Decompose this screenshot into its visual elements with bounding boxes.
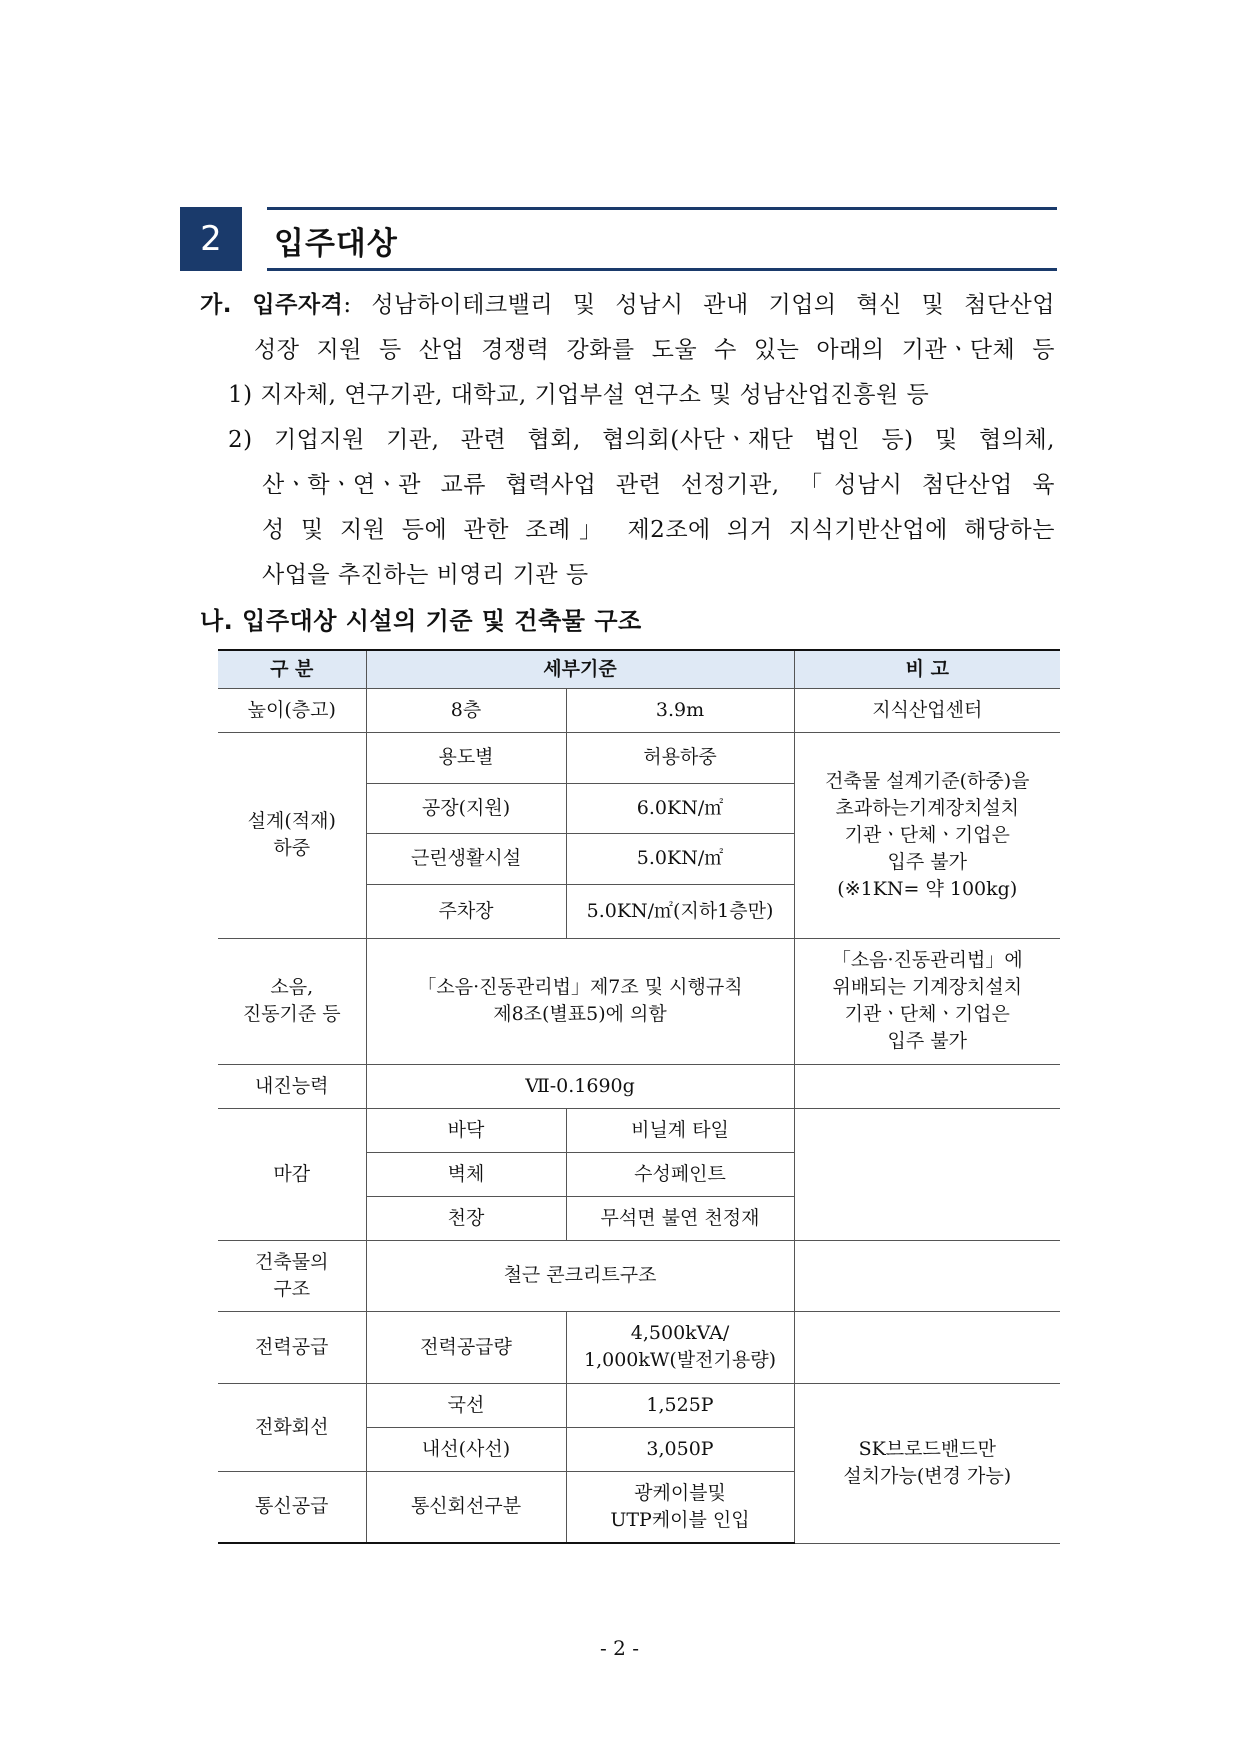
table-row <box>218 1311 1060 1383</box>
structure-value: 철근 콘크리트구조 <box>366 1240 794 1311</box>
load-row-name: 용도별 <box>366 732 566 783</box>
load-note-line: 건축물 설계기준(하중)을 <box>825 769 1030 792</box>
load-row-name: 근린생활시설 <box>366 833 566 884</box>
seismic-label: 내진능력 <box>218 1064 366 1108</box>
table-row <box>218 1108 1060 1152</box>
header-category: 구 분 <box>218 650 366 688</box>
load-row-name: 공장(지원) <box>366 783 566 833</box>
load-label <box>218 732 366 938</box>
height-floors: 8층 <box>366 688 566 732</box>
noise-note <box>794 938 1060 1064</box>
finish-label: 마감 <box>218 1108 366 1240</box>
load-note-line: (※1KN= 약 100kg) <box>837 877 1018 900</box>
power-value-line-1: 4,500kVA/ <box>630 1322 730 1344</box>
load-row-value: 5.0KN/㎡(지하1층만) <box>566 884 794 938</box>
structure-label-line-2: 구조 <box>273 1277 311 1300</box>
header-note: 비 고 <box>794 650 1060 688</box>
structure-label <box>218 1240 366 1311</box>
comm-value <box>566 1471 794 1543</box>
power-name: 전력공급량 <box>366 1311 566 1383</box>
phone-row-name: 내선(사선) <box>366 1427 566 1471</box>
finish-row-name: 벽체 <box>366 1152 566 1196</box>
finish-row-value: 수성페인트 <box>566 1152 794 1196</box>
eligibility-item-2-line-4: 사업을 추진하는 비영리 기관 등 <box>262 562 589 588</box>
comm-label: 통신공급 <box>218 1471 366 1543</box>
section-rule-bottom <box>267 268 1057 271</box>
phone-label: 전화회선 <box>218 1383 366 1471</box>
phone-row-name: 국선 <box>366 1383 566 1427</box>
noise-note-line: 입주 불가 <box>887 1030 967 1052</box>
table-row <box>218 688 1060 732</box>
load-label-line-1: 설계(적재) <box>247 810 336 832</box>
finish-row-name: 바닥 <box>366 1108 566 1152</box>
structure-label-line-1: 건축물의 <box>255 1250 329 1273</box>
power-label: 전력공급 <box>218 1311 366 1383</box>
finish-note <box>794 1108 1060 1240</box>
phone-row-value: 1,525P <box>566 1383 794 1427</box>
eligibility-item-2-line-2: 산ㆍ학ㆍ연ㆍ관 교류 협력사업 관련 선정기관, 「성남시 첨단산업 육 <box>262 472 1055 498</box>
load-note <box>794 732 1060 938</box>
power-note <box>794 1311 1060 1383</box>
eligibility-item-1: 1) 지자체, 연구기관, 대학교, 기업부설 연구소 및 성남산업진흥원 등 <box>228 382 930 408</box>
seismic-note <box>794 1064 1060 1108</box>
table-row <box>218 1064 1060 1108</box>
noise-label <box>218 938 366 1064</box>
eligibility-line-2: 성장 지원 등 산업 경쟁력 강화를 도울 수 있는 아래의 기관ㆍ단체 등 <box>254 337 1055 363</box>
finish-row-value: 비닐계 타일 <box>566 1108 794 1152</box>
height-note: 지식산업센터 <box>794 688 1060 732</box>
facility-spec-table <box>218 649 1060 1544</box>
telecom-note-line-2: 설치가능(변경 가능) <box>843 1465 1012 1487</box>
facility-criteria-heading: 나. 입주대상 시설의 기준 및 건축물 구조 <box>200 607 642 635</box>
power-value-line-2: 1,000kW(발전기용량) <box>583 1349 777 1371</box>
height-label: 높이(층고) <box>218 688 366 732</box>
height-value: 3.9m <box>566 688 794 732</box>
finish-row-name: 천장 <box>366 1196 566 1240</box>
telecom-note-line-1: SK브로드밴드만 <box>858 1438 996 1460</box>
load-note-line: 초과하는기계장치설치 <box>835 796 1020 819</box>
page-number: - 2 - <box>600 1636 639 1660</box>
noise-label-line-2: 진동기준 등 <box>242 1003 341 1025</box>
noise-note-line: 「소음·진동관리법」에 <box>831 949 1023 971</box>
load-label-line-2: 하중 <box>273 837 311 859</box>
finish-row-value: 무석면 불연 천정재 <box>566 1196 794 1240</box>
noise-detail-line-1: 「소음·진동관리법」제7조 및 시행규칙 <box>417 976 743 998</box>
noise-note-line: 위배되는 기계장치설치 <box>832 976 1023 998</box>
noise-detail-line-2: 제8조(별표5)에 의함 <box>493 1003 667 1025</box>
phone-row-value: 3,050P <box>566 1427 794 1471</box>
load-row-value: 5.0KN/㎡ <box>566 833 794 884</box>
power-value <box>566 1311 794 1383</box>
load-note-line: 입주 불가 <box>887 850 967 873</box>
noise-label-line-1: 소음, <box>270 976 314 998</box>
eligibility-text-1: : 성남하이테크밸리 및 성남시 관내 기업의 혁신 및 첨단산업 <box>343 292 1055 318</box>
eligibility-label: 가. 입주자격 <box>200 292 344 318</box>
section-rule-top <box>267 207 1057 210</box>
noise-note-line: 기관ㆍ단체ㆍ기업은 <box>844 1003 1010 1025</box>
structure-note <box>794 1240 1060 1311</box>
section-number-box <box>180 207 242 271</box>
table-row <box>218 938 1060 1064</box>
table-row <box>218 1383 1060 1427</box>
load-row-value: 6.0KN/㎡ <box>566 783 794 833</box>
seismic-value: Ⅶ-0.1690g <box>366 1064 794 1108</box>
telecom-note <box>794 1383 1060 1543</box>
comm-value-line-1: 광케이블및 <box>634 1481 726 1504</box>
section-number: 2 <box>200 219 222 259</box>
load-note-line: 기관ㆍ단체ㆍ기업은 <box>844 823 1010 846</box>
header-detail: 세부기준 <box>366 650 794 688</box>
eligibility-line-1 <box>200 286 1055 319</box>
section-title: 입주대상 <box>274 226 398 262</box>
comm-name: 통신회선구분 <box>366 1471 566 1543</box>
noise-detail <box>366 938 794 1064</box>
eligibility-item-2-line-1: 2) 기업지원 기관, 관련 협회, 협의회(사단ㆍ재단 법인 등) 및 협의체, <box>228 427 1055 453</box>
load-row-value: 허용하중 <box>566 732 794 783</box>
comm-value-line-2: UTP케이블 인입 <box>610 1508 750 1531</box>
load-row-name: 주차장 <box>366 884 566 938</box>
table-row <box>218 1240 1060 1311</box>
table-row <box>218 732 1060 783</box>
table-header-row <box>218 650 1060 688</box>
eligibility-item-2-line-3: 성 및 지원 등에 관한 조례」 제2조에 의거 지식기반산업에 해당하는 <box>262 517 1055 543</box>
